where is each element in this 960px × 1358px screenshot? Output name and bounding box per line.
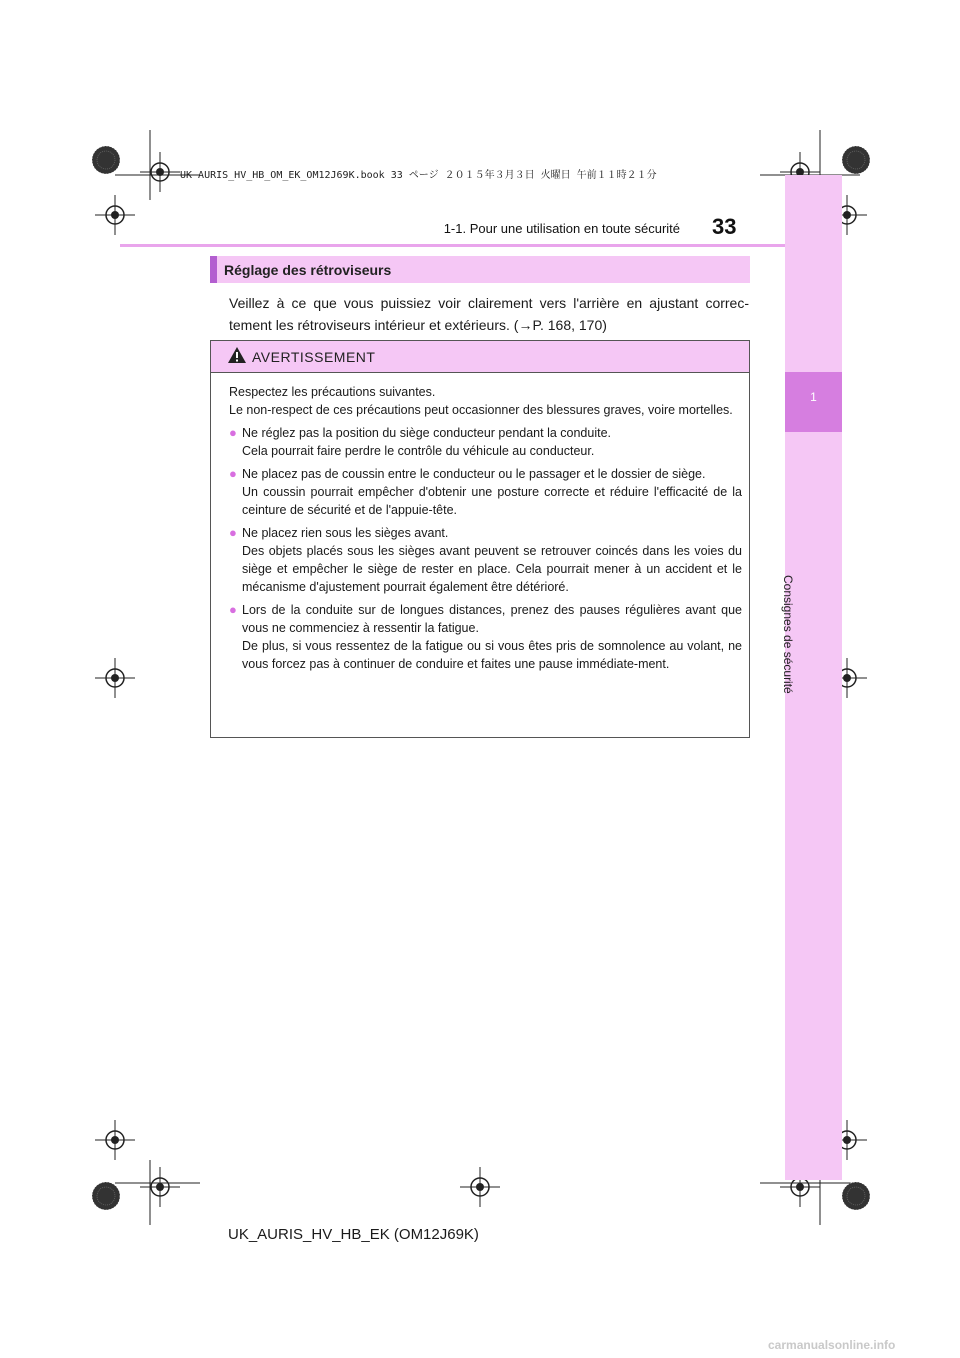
warning-intro-1: Respectez les précautions suivantes. — [229, 385, 436, 399]
warning-intro-2: Le non-respect de ces précautions peut occasionner des blessures graves, voire mortelles. — [229, 403, 733, 417]
chapter-number: 1 — [810, 390, 817, 404]
bullet-icon: ● — [229, 525, 237, 540]
warning-triangle-icon — [227, 346, 247, 364]
section-heading-accent — [210, 256, 217, 283]
warning-item: ● Ne placez rien sous les sièges avant. Des objets placés sous les sièges avant peuvent se retrouver coincés dans les voies du siège et empêcher le siège de rester en place. Cela pourrait mener à un accident et le mécanisme d'ajustement pourrait également être détérioré. — [229, 525, 742, 594]
header-rule — [120, 244, 786, 247]
warning-title: AVERTISSEMENT — [252, 349, 376, 365]
watermark: carmanualsonline.info — [768, 1338, 896, 1352]
chapter-label: Consignes de sécurité — [781, 575, 795, 694]
warning-item: ● Lors de la conduite sur de longues distances, prenez des pauses régulières avant que vous ne commenciez à ressentir la fatigue. De plus, si vous ressentez de la fatigue ou si vous êtes pris de somnolence au volant, ne vous forcez pas à continuer de conduire et faites une pause immédiate-ment. — [229, 602, 742, 671]
bullet-icon: ● — [229, 425, 237, 440]
book-info-line: UK AURIS_HV_HB_OM_EK_OM12J69K.book 33 ページ ２０１５年３月３日 火曜日 午前１１時２１分 — [180, 170, 657, 181]
warning-item: ● Ne réglez pas la position du siège conducteur pendant la conduite. Cela pourrait faire perdre le contrôle du véhicule au conducteur. — [229, 425, 612, 458]
bullet-icon: ● — [229, 602, 237, 617]
page-number: 33 — [712, 214, 737, 239]
section-heading: Réglage des rétroviseurs — [224, 262, 392, 278]
bullet-icon: ● — [229, 466, 237, 481]
intro-paragraph: Veillez à ce que vous puissiez voir clairement vers l'arrière en ajustant correc-tement les rétroviseurs intérieur et extérieurs. (→P. 168, 170) — [229, 295, 749, 333]
warning-item: ● Ne placez pas de coussin entre le conducteur ou le passager et le dossier de siège. Un coussin pourrait empêcher d'obtenir une posture correcte et réduire l'efficacité de la ceinture de sécurité et de l'appuie-tête. — [229, 466, 742, 517]
section-title: 1-1. Pour une utilisation en toute sécurité — [443, 221, 680, 236]
footer-model-code: UK_AURIS_HV_HB_EK (OM12J69K) — [228, 1226, 479, 1243]
warning-body — [229, 383, 742, 673]
